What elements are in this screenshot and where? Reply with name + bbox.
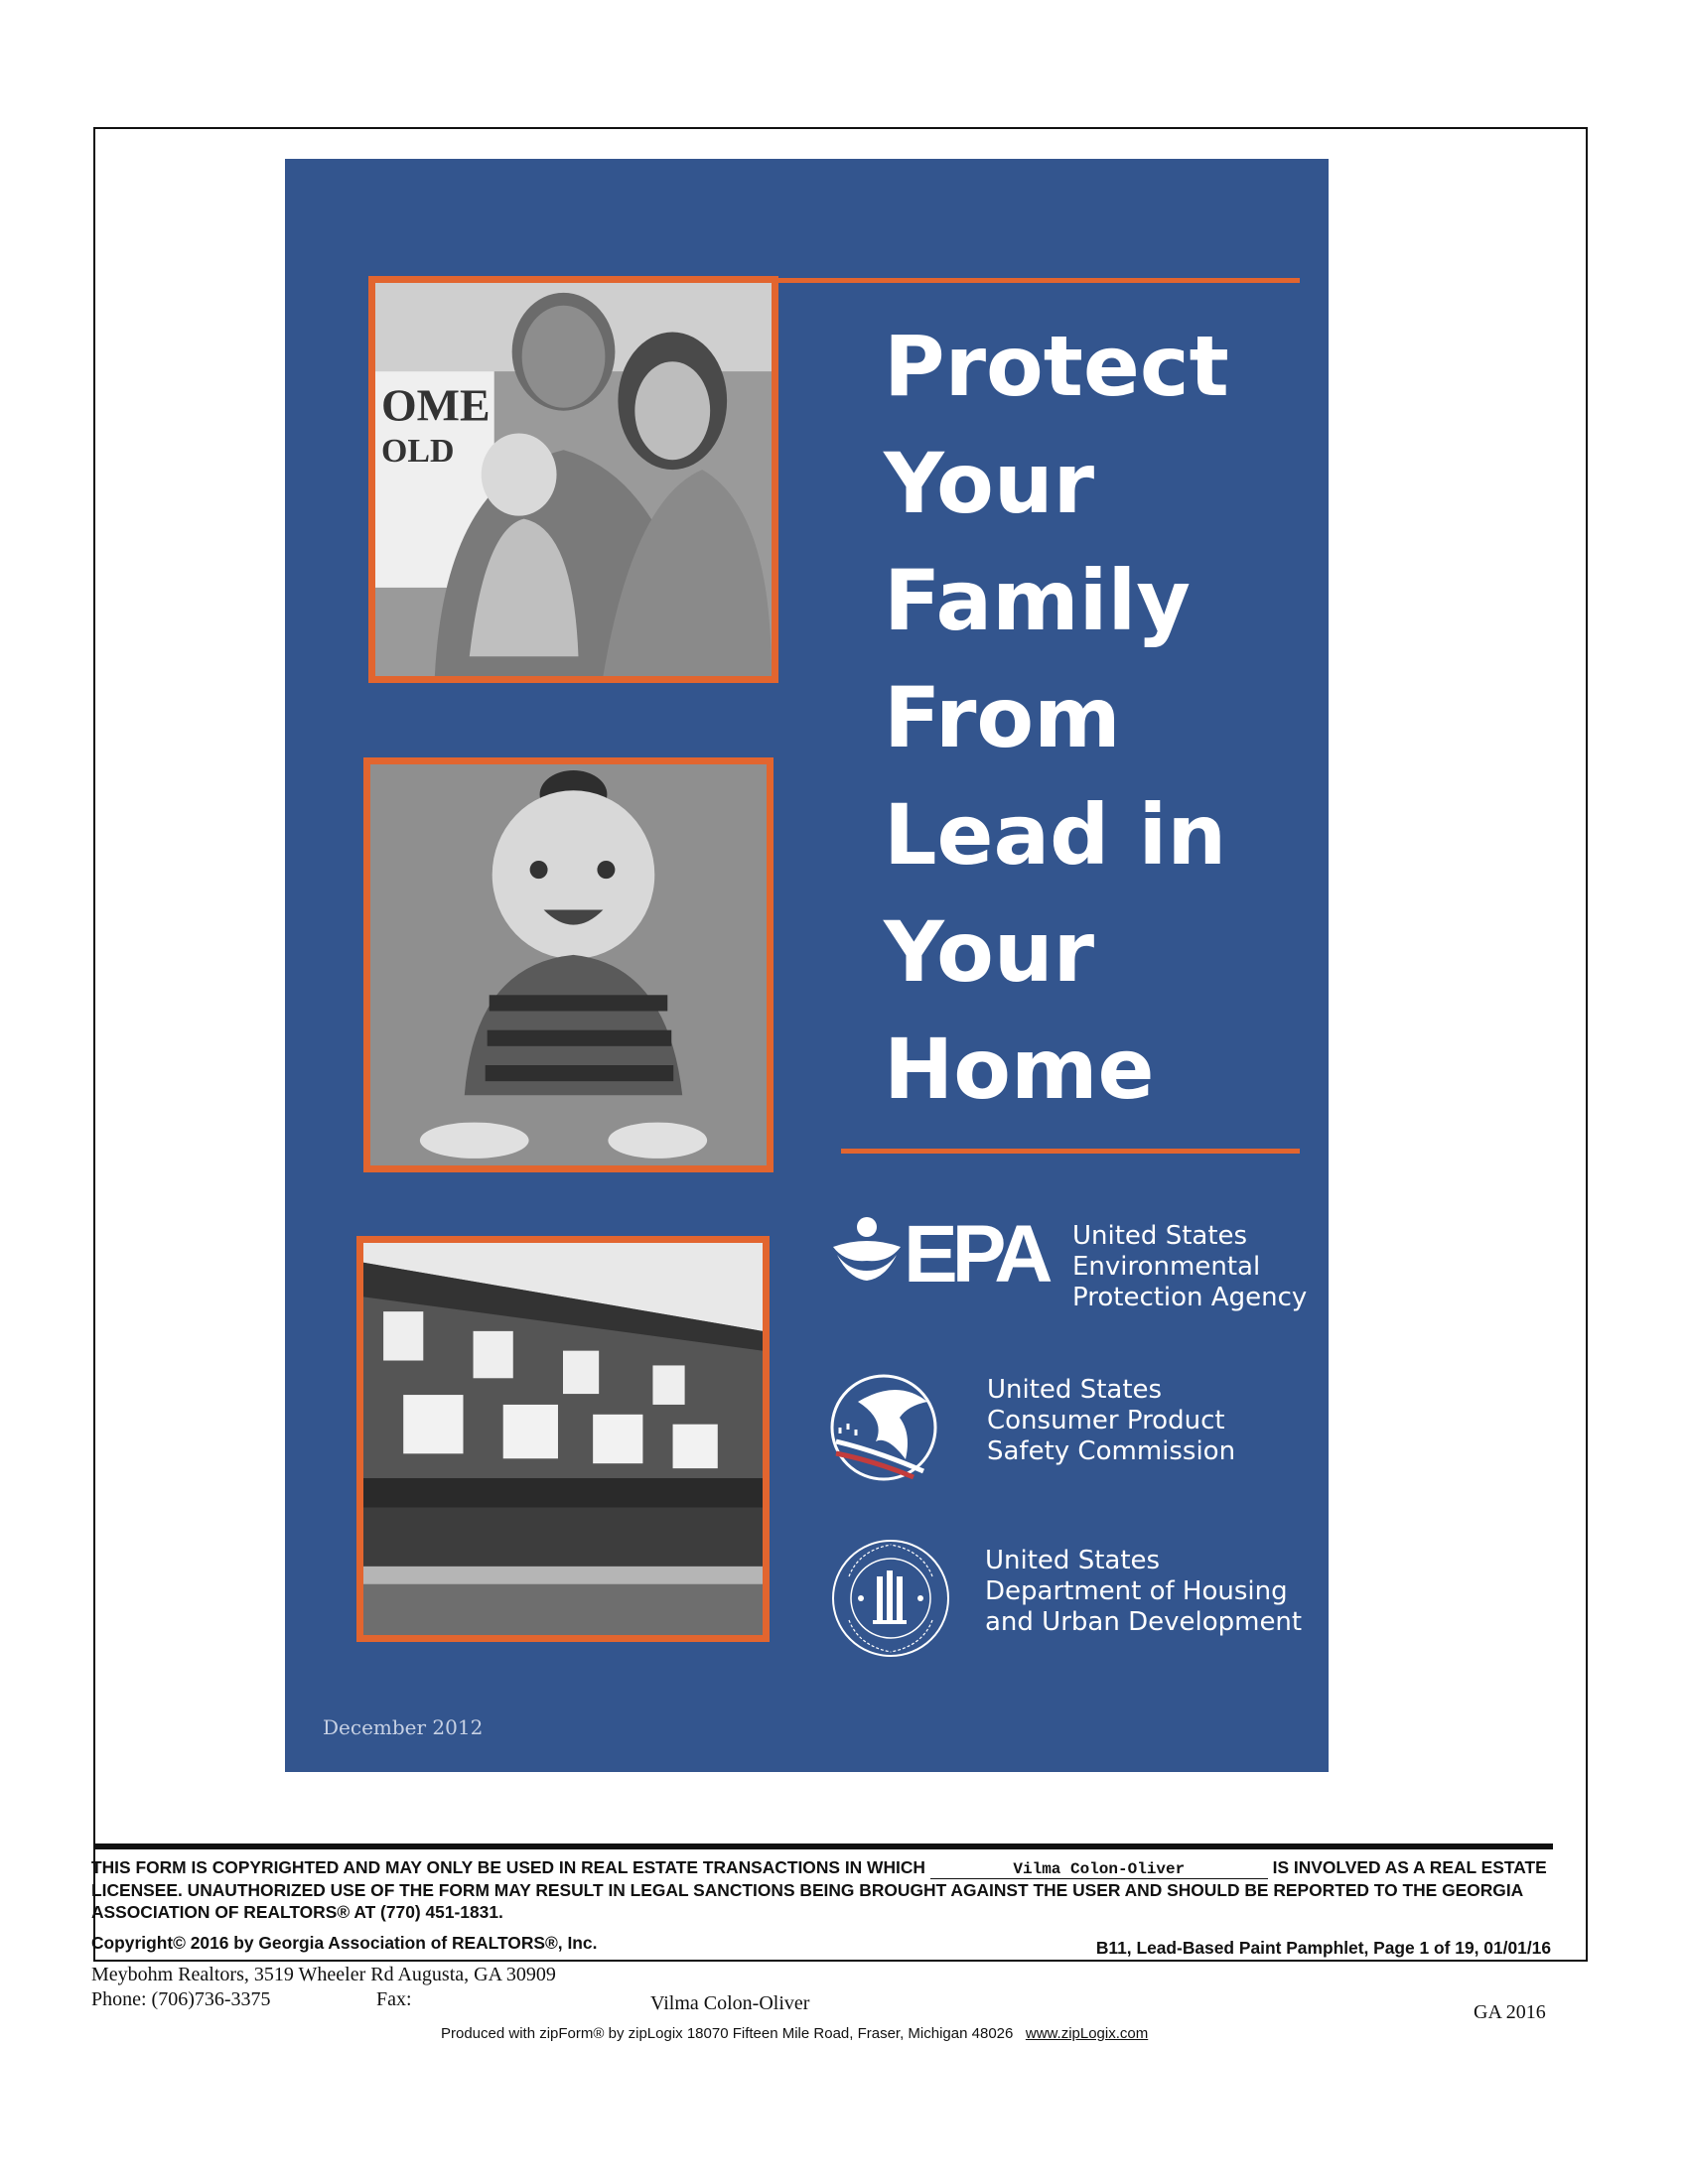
title-line: Home xyxy=(884,1021,1155,1118)
pamphlet-title xyxy=(884,308,1301,1128)
pamphlet-cover xyxy=(285,159,1329,1772)
agency-line: and Urban Development xyxy=(985,1607,1303,1637)
copyright-notice xyxy=(91,1856,1559,1923)
hud-seal-icon xyxy=(829,1537,952,1660)
state-code: GA 2016 xyxy=(1474,2001,1546,2023)
title-line: Lead in xyxy=(884,786,1227,884)
row-houses-photo xyxy=(356,1236,770,1642)
broker-fax: Fax: xyxy=(376,1988,412,2010)
epa-agency-name xyxy=(1072,1221,1307,1313)
broker-address: Meybohm Realtors, 3519 Wheeler Rd Augusta, GA 30909 xyxy=(91,1964,556,1985)
svg-text:OLD: OLD xyxy=(380,433,455,471)
agency-line: United States xyxy=(987,1375,1163,1405)
broker-phone: Phone: (706)736-3375 xyxy=(91,1988,271,2010)
svg-text:OME: OME xyxy=(380,379,491,431)
produced-text: Produced with zipForm® by zipLogix 18070 Fifteen Mile Road, Fraser, Michigan 48026 xyxy=(441,2025,1014,2042)
licensee-name-field[interactable]: Vilma Colon-Oliver xyxy=(930,1860,1268,1879)
publication-date: December 2012 xyxy=(323,1715,484,1739)
title-line: Your xyxy=(884,903,1095,1001)
cpsc-eagle-icon xyxy=(828,1372,939,1483)
epa-flower-icon xyxy=(829,1213,905,1283)
title-line: Family xyxy=(884,552,1192,649)
produced-with-line xyxy=(441,2025,1148,2042)
ziplogix-link[interactable]: www.zipLogix.com xyxy=(1025,2025,1149,2042)
agency-line: United States xyxy=(1072,1221,1248,1251)
agency-line: Safety Commission xyxy=(987,1436,1236,1466)
title-line: Your xyxy=(884,435,1095,532)
cpsc-agency-name xyxy=(987,1375,1235,1467)
notice-text: IS INVOLVED AS A REAL ESTATE LICENSEE. UNAUTHORIZED USE OF THE FORM MAY RESULT IN LEGAL SANCTIONS BEING BROUGHT AGAINST THE USER AND SHOULD BE REPORTED TO THE GEORGIA ASSOCIATION OF REALTORS® AT (770) 451-1831. xyxy=(91,1857,1547,1922)
notice-text: THIS FORM IS COPYRIGHTED AND MAY ONLY BE USED IN REAL ESTATE TRANSACTIONS IN WHICH xyxy=(91,1857,925,1877)
baby-photo xyxy=(363,757,774,1172)
title-line: From xyxy=(884,669,1121,766)
footer-rule xyxy=(93,1843,1553,1849)
family-photo xyxy=(368,276,778,683)
title-bottom-rule xyxy=(841,1149,1300,1154)
agency-line: Protection Agency xyxy=(1072,1283,1308,1312)
copyright-line: Copyright© 2016 by Georgia Association of REALTORS®, Inc. xyxy=(91,1933,598,1953)
agency-line: Department of Housing xyxy=(985,1576,1288,1606)
agent-name: Vilma Colon-Oliver xyxy=(650,1992,810,2014)
title-line: Protect xyxy=(884,318,1229,415)
epa-logo-text: EPA xyxy=(904,1209,1048,1299)
title-top-rule xyxy=(692,278,1300,283)
agency-line: Environmental xyxy=(1072,1252,1261,1282)
hud-agency-name xyxy=(985,1546,1302,1638)
agency-line: United States xyxy=(985,1546,1161,1575)
agency-line: Consumer Product xyxy=(987,1406,1225,1435)
form-id: B11, Lead-Based Paint Pamphlet, Page 1 of 19, 01/01/16 xyxy=(1095,1938,1551,1958)
